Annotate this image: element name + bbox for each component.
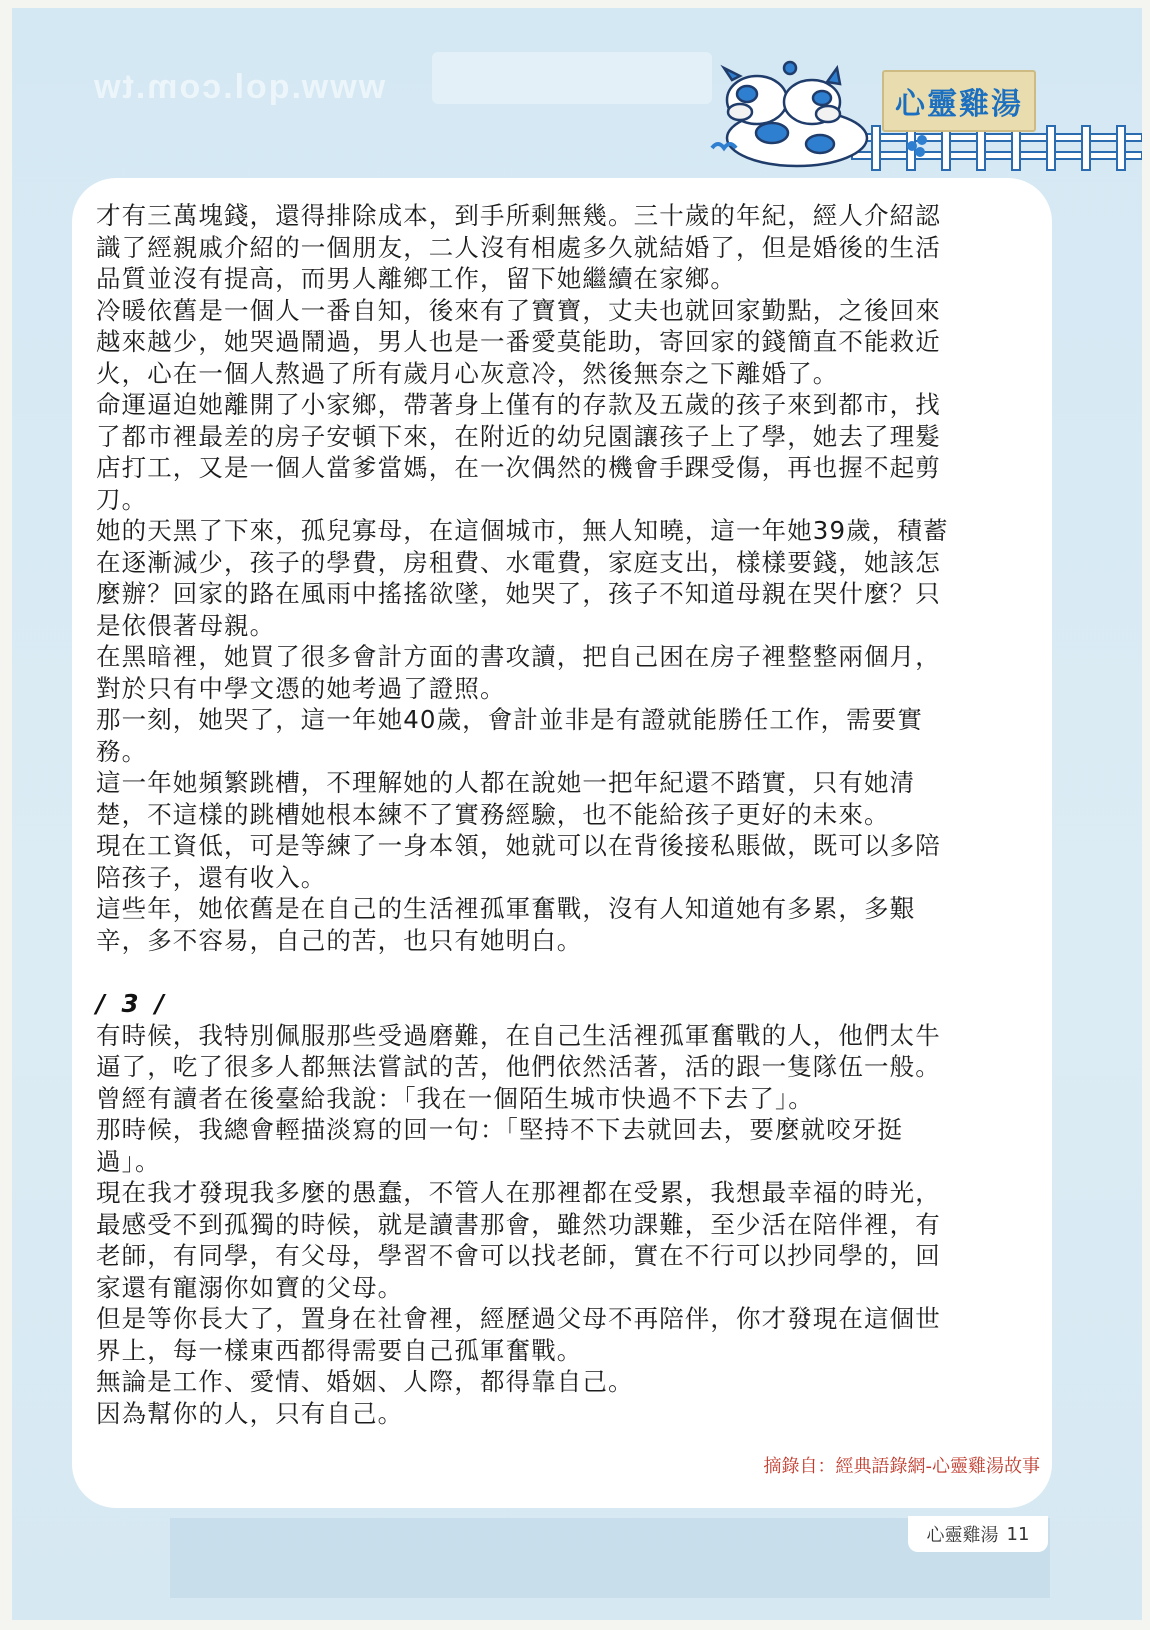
paragraph-line: 那一刻，她哭了，這一年她40歲，會計並非是有證就能勝任工作，需要實 — [96, 705, 923, 734]
paragraph-line: 現在我才發現我多麼的愚蠢，不管人在那裡都在受累，我想最幸福的時光， — [96, 1178, 941, 1207]
paragraph-line: 界上，每一樣東西都得需要自己孤軍奮戰。 — [96, 1335, 583, 1365]
section-gap — [96, 956, 1041, 988]
paragraph-line: 最感受不到孤獨的時候，就是讀書那會，雖然功課難，至少活在陪伴裡，有 — [96, 1209, 941, 1239]
fence-icon — [852, 126, 1142, 170]
section-marker: / 3 / — [96, 989, 169, 1018]
paragraph-line: 這一年她頻繁跳槽，不理解她的人都在說她一把年紀還不踏實，只有她清 — [96, 768, 916, 797]
background-title-watermark — [432, 52, 712, 104]
paragraph-line: 逼了，吃了很多人都無法嘗試的苦，他們依然活著，活的跟一隻隊伍一般。 — [96, 1052, 941, 1081]
paragraph-line: 現在工資低，可是等練了一身本領，她就可以在背後接私賬做，既可以多陪 — [96, 831, 941, 860]
article-body — [96, 200, 1041, 1429]
paragraph-line: 在黑暗裡，她買了很多會計方面的書攻讀，把自己困在房子裡整整兩個月， — [96, 642, 941, 671]
paragraph-line: 無論是工作、愛情、婚姻、人際，都得靠自己。 — [96, 1367, 634, 1396]
cow-mascot-icon — [724, 62, 867, 166]
paragraph-line: 冷暖依舊是一個人一番自知，後來有了寶寶，丈夫也就回家勤點，之後回來 — [96, 295, 941, 325]
paragraph-line: 楚，不這樣的跳槽她根本練不了實務經驗，也不能給孩子更好的未來。 — [96, 799, 890, 829]
paragraph-line: 刀。 — [96, 484, 148, 514]
paragraph-line: 她的天黑了下來，孤兒寡母，在這個城市，無人知曉，這一年她39歲，積蓄 — [96, 516, 949, 545]
paragraph-line: 命運逼迫她離開了小家鄉，帶著身上僅有的存款及五歲的孩子來到都市，找 — [96, 390, 941, 419]
paragraph-line: 是依偎著母親。 — [96, 610, 276, 640]
paragraph-line: 陪孩子，還有收入。 — [96, 862, 327, 892]
paragraph-line: 過」。 — [96, 1146, 161, 1176]
paragraph-line: 品質並沒有提高，而男人離鄉工作，留下她繼續在家鄉。 — [96, 264, 736, 293]
page-footer — [908, 1516, 1048, 1552]
paragraph-line: 識了經親戚介紹的一個朋友，二人沒有相處多久就結婚了，但是婚後的生活 — [96, 232, 941, 262]
paragraph-line: 了都市裡最差的房子安頓下來，在附近的幼兒園讓孩子上了學，她去了理髮 — [96, 421, 941, 451]
paragraph-line: 但是等你長大了，置身在社會裡，經歷過父母不再陪伴，你才發現在這個世 — [96, 1304, 941, 1333]
paragraph-line: 火，心在一個人熬過了所有歲月心灰意冷，然後無奈之下離婚了。 — [96, 358, 839, 388]
paragraph-line: 店打工，又是一個人當爹當媽，在一次偶然的機會手踝受傷，再也握不起剪 — [96, 453, 941, 482]
paragraph-line: 麼辦？回家的路在風雨中搖搖欲墜，她哭了，孩子不知道母親在哭什麼？只 — [96, 579, 941, 608]
paragraph-line: 越來越少，她哭過鬧過，男人也是一番愛莫能助，寄回家的錢簡直不能救近 — [96, 327, 941, 356]
paragraph-line: 在逐漸減少，孩子的學費，房租費、水電費，家庭支出，樣樣要錢，她該怎 — [96, 547, 941, 577]
paragraph-line: 老師，有同學，有父母，學習不會可以找老師，實在不行可以抄同學的，回 — [96, 1241, 941, 1270]
paragraph-line: 那時候，我總會輕描淡寫的回一句：「堅持不下去就回去，要麼就咬牙挺 — [96, 1115, 903, 1144]
paragraph-line: 這些年，她依舊是在自己的生活裡孤軍奮戰，沒有人知道她有多累，多艱 — [96, 894, 916, 923]
paragraph-line: 曾經有讀者在後臺給我說：「我在一個陌生城市快過不下去了」。 — [96, 1083, 814, 1113]
footer-section-name: 心靈雞湯 — [926, 1525, 999, 1546]
paragraph-line: 有時候，我特別佩服那些受過磨難，在自己生活裡孤軍奮戰的人，他們太牛 — [96, 1020, 941, 1050]
paragraph-line: 務。 — [96, 736, 148, 766]
paragraph-line: 因為幫你的人，只有自己。 — [96, 1398, 404, 1428]
source-citation: 摘錄自：經典語錄網-心靈雞湯故事 — [763, 1456, 1040, 1477]
page-number: 11 — [1006, 1523, 1030, 1545]
background-url-watermark: www.qol.com.tw — [92, 68, 386, 106]
paragraph-line: 辛，多不容易，自己的苦，也只有她明白。 — [96, 925, 583, 955]
paragraph-line: 對於只有中學文憑的她考過了證照。 — [96, 673, 506, 703]
paragraph-line: 家還有寵溺你如寶的父母。 — [96, 1272, 404, 1302]
section-title-sign: 心靈雞湯 — [882, 70, 1036, 132]
paragraph-line: 才有三萬塊錢，還得排除成本，到手所剩無幾。三十歲的年紀，經人介紹認 — [96, 201, 941, 230]
